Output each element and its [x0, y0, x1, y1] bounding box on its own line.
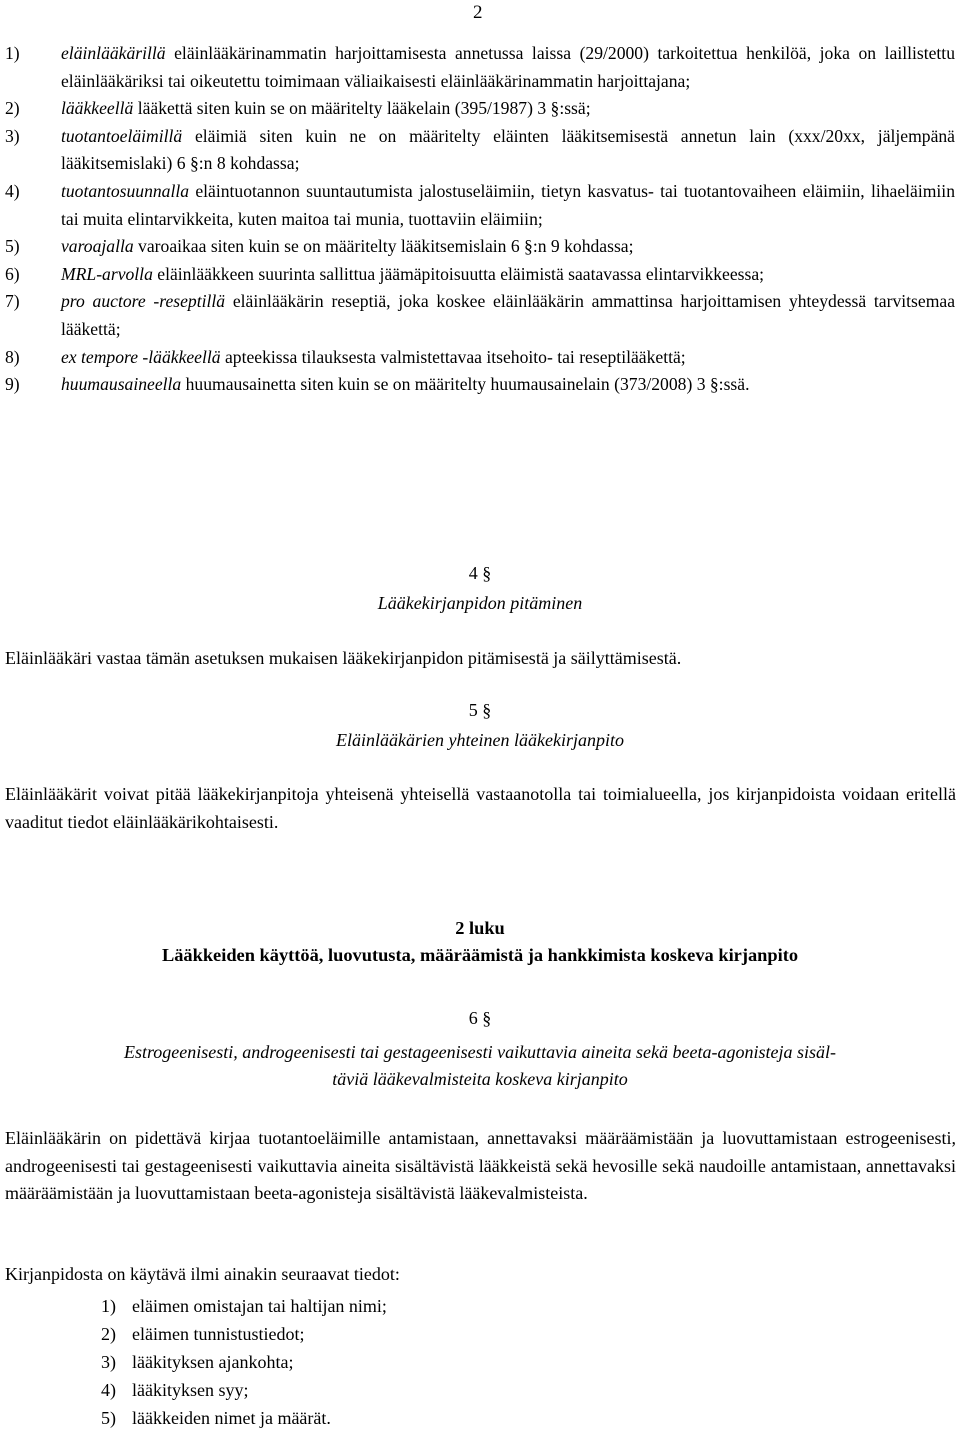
section-6-title-line-2: täviä lääkevalmisteita koskeva kirjanpito	[332, 1069, 628, 1089]
definition-text: eläinlääkärinammatin harjoittamisesta annetussa laissa (29/2000) tarkoitettua henkilöä, joka on laillistettu eläinlääkäriksi tai oikeutettu toimimaan väliaikaisesti eläinlääkärinammatin harjoittajana;	[61, 43, 955, 91]
list-item-text: lääkityksen ajankohta;	[132, 1352, 294, 1372]
definition-item	[5, 233, 955, 261]
list-item	[101, 1348, 387, 1376]
list-item-text: lääkkeiden nimet ja määrät.	[132, 1408, 331, 1428]
section-4-number: 4 §	[468, 563, 492, 583]
section-5-title: Eläinlääkärien yhteinen lääkekirjanpito	[336, 730, 624, 750]
definition-term: eläinlääkärillä	[61, 43, 166, 63]
chapter-title: Lääkkeiden käyttöä, luovutusta, määräämistä ja hankkimista koskeva kirjanpito	[161, 945, 799, 965]
definition-item	[5, 123, 955, 178]
definition-term: varoajalla	[61, 236, 134, 257]
section-4-title: Lääkekirjanpidon pitäminen	[377, 593, 583, 613]
list-intro: Kirjanpidosta on käytävä ilmi ainakin seuraavat tiedot:	[5, 1264, 400, 1284]
definition-number: 2)	[5, 98, 20, 119]
definition-number: 1)	[5, 43, 20, 63]
definition-item	[5, 261, 955, 289]
list-item	[101, 1320, 387, 1348]
definition-number: 5)	[5, 236, 20, 257]
definition-number: 8)	[5, 346, 20, 367]
definition-number: 7)	[5, 291, 20, 312]
section-5-paragraph: Eläinlääkärit voivat pitää lääkekirjanpitoja yhteisenä yhteisellä vastaanotolla tai toimialueella, jos kirjanpidoista voidaan eritellä vaaditut tiedot eläinlääkärikohtaisesti.	[5, 784, 956, 832]
section-4-paragraph: Eläinlääkäri vastaa tämän asetuksen mukaisen lääkekirjanpidon pitämisestä ja säilyttämisestä.	[5, 648, 682, 668]
section-6-title-line-1: Estrogeenisesti, androgeenisesti tai gestageenisesti vaikuttavia aineita sekä beeta-agonisteja sisäl-	[123, 1042, 837, 1062]
definition-text: lääkettä siten kuin se on määritelty lääkelain (395/1987) 3 §:ssä;	[133, 98, 591, 119]
definition-term: lääkkeellä	[61, 98, 134, 119]
definition-item	[5, 288, 955, 343]
definition-term: ex tempore -lääkkeellä	[61, 346, 221, 367]
definition-term: tuotantoeläimillä	[61, 125, 183, 146]
list-item-text: eläimen tunnistustiedot;	[132, 1324, 305, 1344]
definition-text: apteekissa tilauksesta valmistettavaa itsehoito- tai reseptilääkettä;	[220, 346, 686, 367]
definition-text: varoaikaa siten kuin se on määritelty lääkitsemislain 6 §:n 9 kohdassa;	[133, 236, 634, 257]
definition-number: 4)	[5, 180, 20, 201]
definition-text: huumausainetta siten kuin se on määritelty huumausainelain (373/2008) 3 §:ssä.	[181, 374, 750, 395]
list-item-number: 4)	[101, 1380, 116, 1400]
definition-text: eläimiä siten kuin ne on määritelty eläinten lääkitsemisestä annetun lain (xxx/20xx, jäljempänä lääkitsemislaki) 6 §:n 8 kohdassa;	[61, 125, 955, 174]
definition-number: 9)	[5, 374, 20, 395]
section-6-paragraph: Eläinlääkärin on pidettävä kirjaa tuotantoeläimille antamistaan, annettavaksi määräämistään ja luovuttamistaan estrogeenisesti, androgeenisesti tai gestageenisesti vaikuttavia aineita sisältävistä lääkkeistä sekä hevosille sekä naudoille antamistaan, annettavaksi määräämistään ja luovuttamistaan beeta-agonisteja sisältävistä lääkevalmisteista.	[5, 1128, 956, 1204]
definitions-list	[5, 40, 955, 399]
chapter-number: 2 luku	[455, 918, 505, 938]
definition-text: eläintuotannon suuntautumista jalostuseläimiin, tietyn kasvatus- tai tuotantovaiheen eläimiin, lihaeläimiin tai muita elintarvikkeita, kuten maitoa tai munia, tuottaviin eläimiin;	[61, 180, 955, 229]
list-item	[101, 1404, 387, 1432]
list-item-number: 2)	[101, 1324, 116, 1344]
list-item-text: eläimen omistajan tai haltijan nimi;	[132, 1296, 387, 1316]
page-number: 2	[473, 2, 483, 23]
list-item-number: 1)	[101, 1296, 116, 1316]
definition-text: eläinlääkärin reseptiä, joka koskee eläinlääkärin ammattinsa harjoittamisen yhteydessä tarvitsemaa lääkettä;	[61, 291, 955, 339]
definition-number: 3)	[5, 125, 20, 146]
section-5-number: 5 §	[468, 700, 492, 720]
list-item	[101, 1376, 387, 1404]
list-item	[101, 1292, 387, 1320]
list-item-number: 5)	[101, 1408, 116, 1428]
definition-text: eläinlääkkeen suurinta sallittua jäämäpitoisuutta eläimistä saatavassa elintarvikkeessa;	[152, 263, 765, 284]
definition-number: 6)	[5, 263, 20, 284]
definition-item	[5, 371, 955, 399]
section-6-number: 6 §	[468, 1008, 492, 1028]
required-info-list	[101, 1292, 387, 1432]
definition-term: MRL-arvolla	[61, 263, 153, 284]
list-item-text: lääkityksen syy;	[132, 1380, 249, 1400]
definition-item	[5, 344, 955, 372]
definition-term: huumausaineella	[61, 374, 182, 395]
definition-item	[5, 178, 955, 233]
definition-term: tuotantosuunnalla	[61, 180, 190, 201]
list-item-number: 3)	[101, 1352, 116, 1372]
definition-term: pro auctore -reseptillä	[61, 291, 226, 312]
definition-item	[5, 95, 955, 123]
definition-item	[5, 40, 955, 95]
